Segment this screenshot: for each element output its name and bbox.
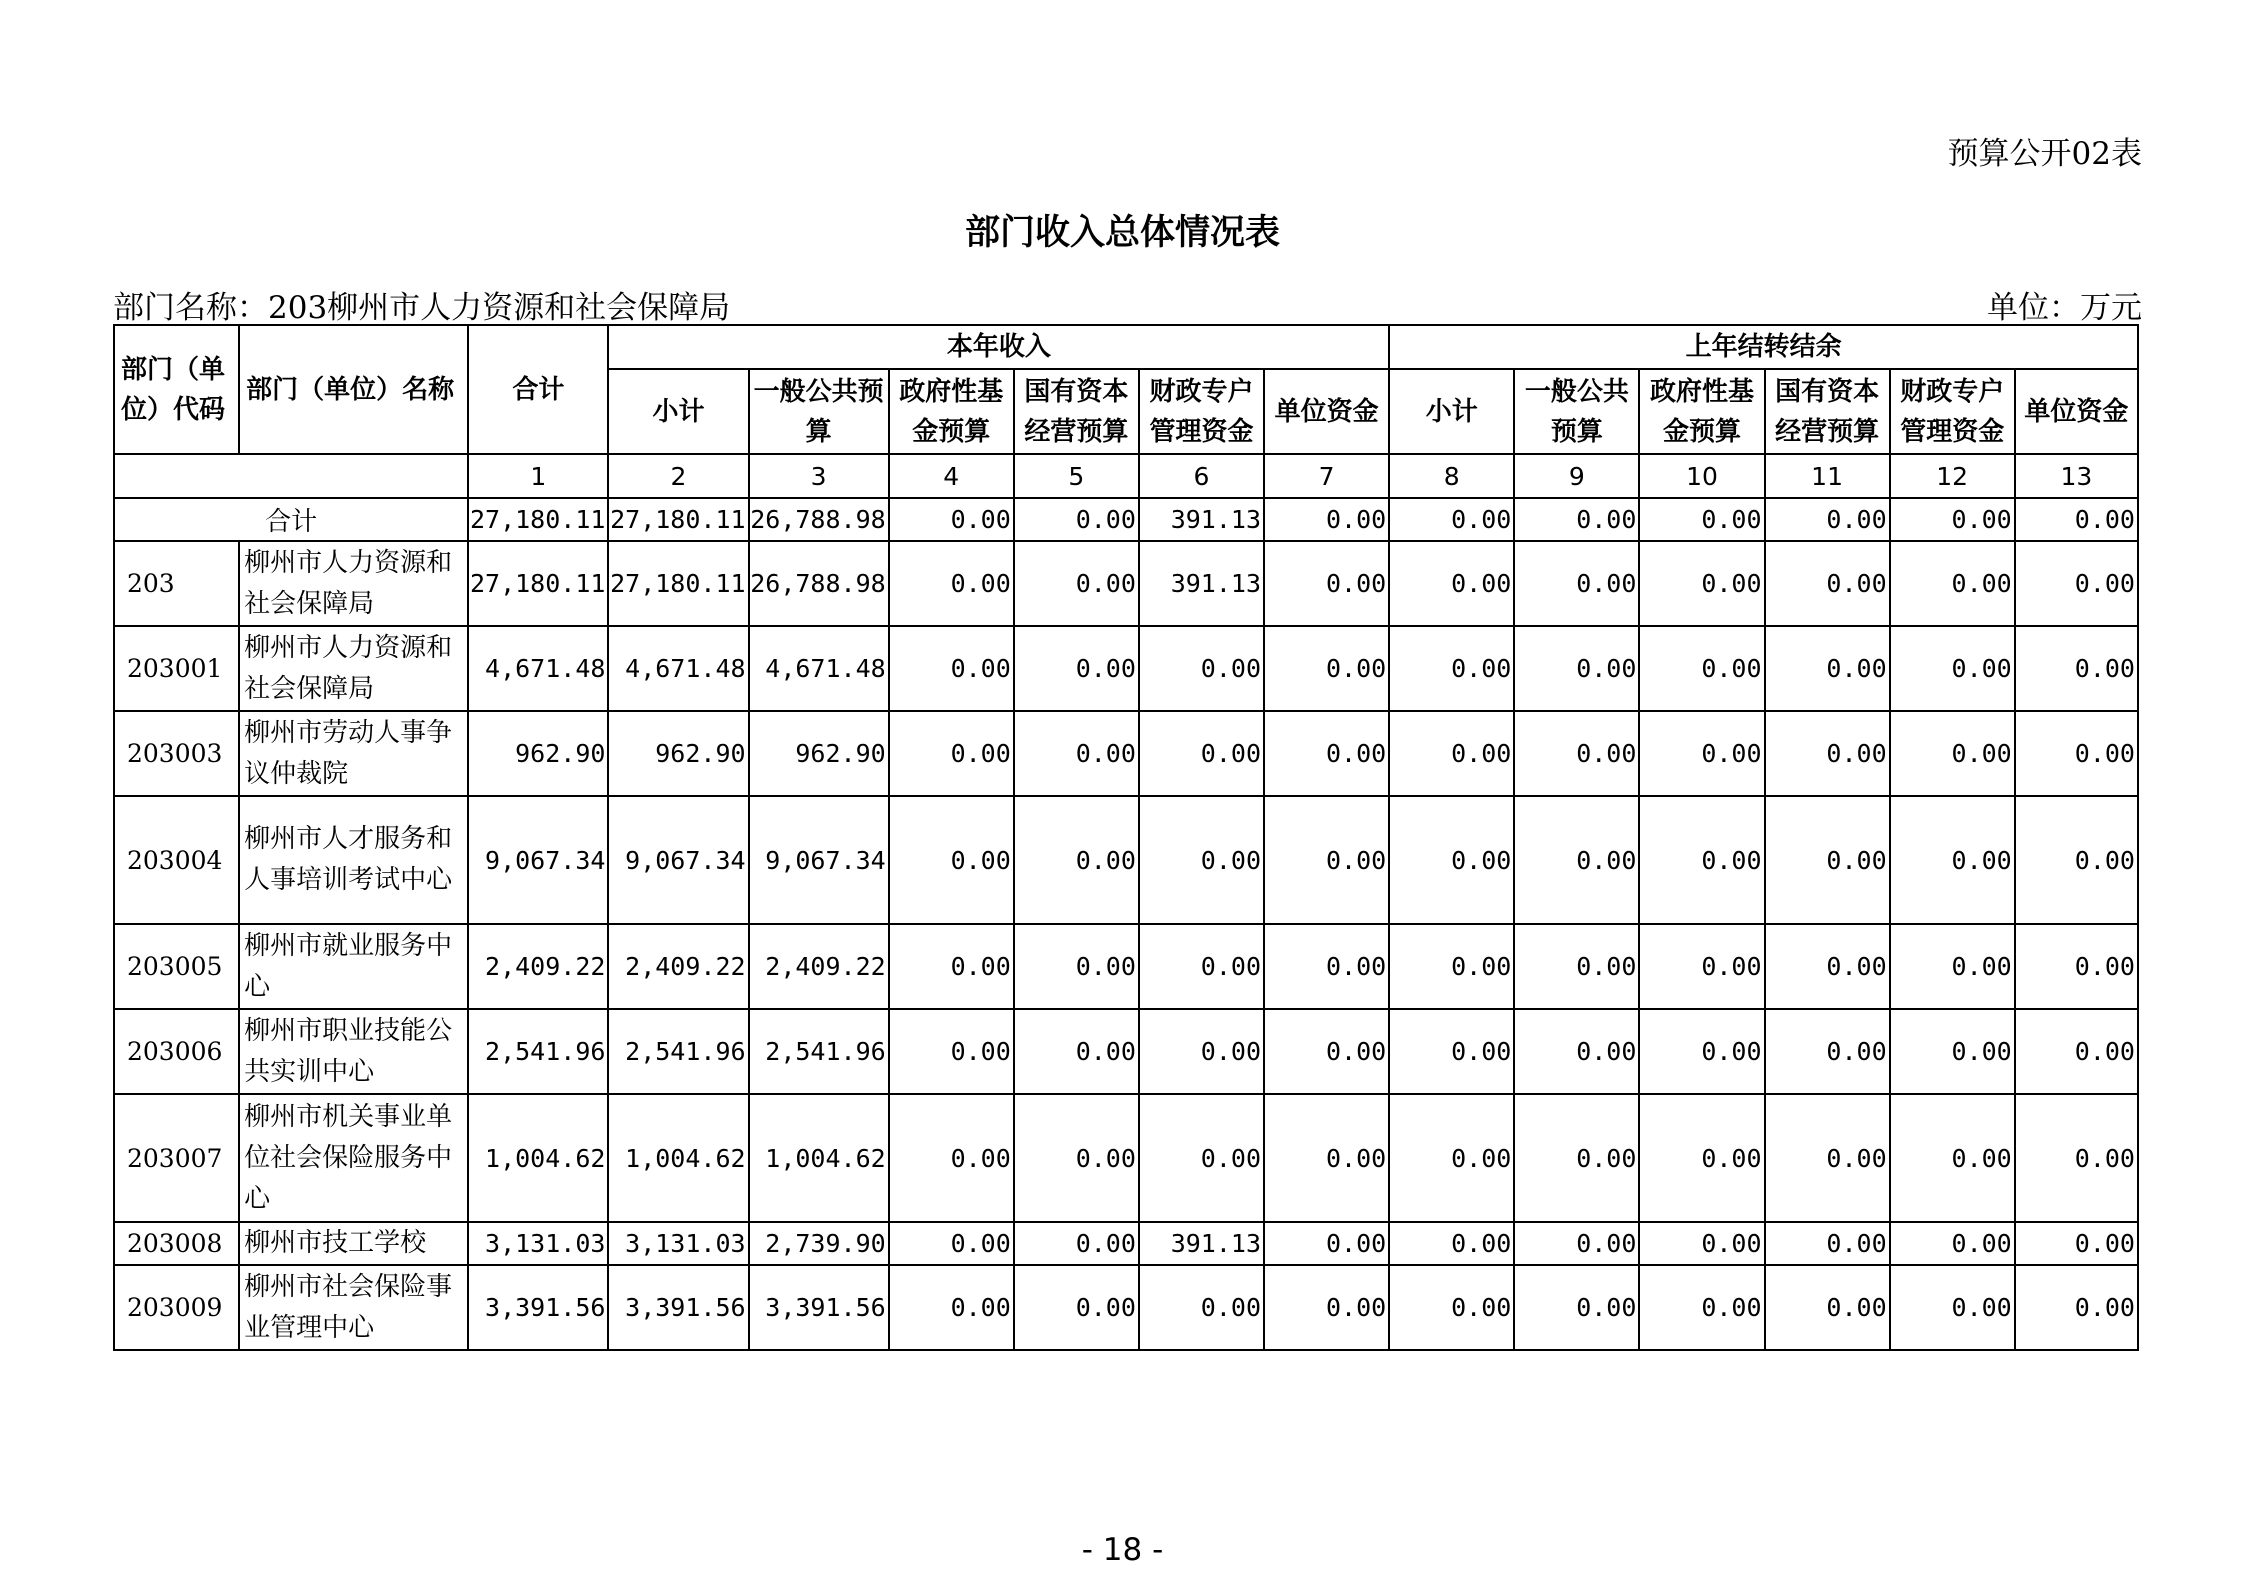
unit-code-cell: 203004 — [114, 796, 239, 924]
unit-name-cell: 柳州市人力资源和社会保障局 — [239, 541, 468, 626]
total-value-cell: 0.00 — [1639, 498, 1764, 541]
value-cell: 0.00 — [1139, 796, 1264, 924]
value-cell: 0.00 — [1890, 711, 2015, 796]
unit-label: 单位：万元 — [1987, 290, 2142, 326]
value-cell: 0.00 — [1765, 796, 1890, 924]
value-cell: 0.00 — [2015, 796, 2138, 924]
unit-code-cell: 203007 — [114, 1094, 239, 1222]
table-row — [114, 924, 2138, 1009]
value-cell: 0.00 — [2015, 1222, 2138, 1265]
unit-code-cell: 203001 — [114, 626, 239, 711]
value-cell: 0.00 — [2015, 541, 2138, 626]
value-cell: 0.00 — [1389, 1094, 1514, 1222]
value-cell: 0.00 — [1639, 1094, 1764, 1222]
table-row — [114, 796, 2138, 924]
unit-name-cell: 柳州市机关事业单位社会保险服务中心 — [239, 1094, 468, 1222]
value-cell: 0.00 — [1890, 1222, 2015, 1265]
total-value-cell: 0.00 — [889, 498, 1014, 541]
value-cell: 0.00 — [1014, 541, 1139, 626]
unit-name-cell: 柳州市职业技能公共实训中心 — [239, 1009, 468, 1094]
value-cell: 0.00 — [1389, 1222, 1514, 1265]
income-table — [113, 324, 2139, 1351]
value-cell: 0.00 — [1514, 796, 1639, 924]
column-number: 3 — [749, 454, 889, 498]
sub-header-cell: 一般公共预算 — [749, 369, 889, 454]
value-cell: 0.00 — [1514, 711, 1639, 796]
unit-name-cell: 柳州市劳动人事争议仲裁院 — [239, 711, 468, 796]
unit-name-cell: 柳州市人力资源和社会保障局 — [239, 626, 468, 711]
value-cell: 0.00 — [1639, 1222, 1764, 1265]
value-cell: 0.00 — [1389, 1009, 1514, 1094]
unit-code-cell: 203006 — [114, 1009, 239, 1094]
value-cell: 1,004.62 — [608, 1094, 748, 1222]
value-cell: 2,409.22 — [608, 924, 748, 1009]
value-cell: 9,067.34 — [468, 796, 608, 924]
total-value-cell: 26,788.98 — [749, 498, 889, 541]
sub-header-cell: 单位资金 — [1264, 369, 1389, 454]
value-cell: 0.00 — [2015, 626, 2138, 711]
value-cell: 0.00 — [2015, 1094, 2138, 1222]
group-header-carryover: 上年结转结余 — [1389, 325, 2138, 369]
value-cell: 0.00 — [1514, 1009, 1639, 1094]
value-cell: 0.00 — [1765, 1222, 1890, 1265]
unit-code-cell: 203008 — [114, 1222, 239, 1265]
value-cell: 0.00 — [1890, 626, 2015, 711]
value-cell: 0.00 — [1639, 796, 1764, 924]
column-number: 1 — [468, 454, 608, 498]
value-cell: 1,004.62 — [468, 1094, 608, 1222]
value-cell: 0.00 — [1014, 1265, 1139, 1350]
total-value-cell: 391.13 — [1139, 498, 1264, 541]
value-cell: 2,409.22 — [468, 924, 608, 1009]
unit-code-cell: 203003 — [114, 711, 239, 796]
value-cell: 0.00 — [2015, 924, 2138, 1009]
value-cell: 2,541.96 — [468, 1009, 608, 1094]
value-cell: 0.00 — [1389, 924, 1514, 1009]
unit-code-cell: 203 — [114, 541, 239, 626]
value-cell: 0.00 — [1264, 1094, 1389, 1222]
value-cell: 0.00 — [1014, 1094, 1139, 1222]
column-number: 9 — [1514, 454, 1639, 498]
value-cell: 0.00 — [1890, 1094, 2015, 1222]
value-cell: 0.00 — [1765, 924, 1890, 1009]
total-value-cell: 0.00 — [1890, 498, 2015, 541]
column-number: 7 — [1264, 454, 1389, 498]
total-value-cell: 0.00 — [1389, 498, 1514, 541]
value-cell: 0.00 — [1765, 1265, 1890, 1350]
value-cell: 0.00 — [1264, 541, 1389, 626]
value-cell: 0.00 — [1765, 1094, 1890, 1222]
value-cell: 0.00 — [1639, 626, 1764, 711]
unit-name-cell: 柳州市社会保险事业管理中心 — [239, 1265, 468, 1350]
column-number-blank — [114, 454, 468, 498]
value-cell: 26,788.98 — [749, 541, 889, 626]
value-cell: 0.00 — [1765, 626, 1890, 711]
unit-name-cell: 柳州市技工学校 — [239, 1222, 468, 1265]
total-value-cell: 0.00 — [1514, 498, 1639, 541]
total-value-cell: 0.00 — [1264, 498, 1389, 541]
page-title: 部门收入总体情况表 — [964, 213, 1280, 253]
table-row — [114, 1222, 2138, 1265]
value-cell: 0.00 — [1765, 711, 1890, 796]
value-cell: 2,541.96 — [608, 1009, 748, 1094]
value-cell: 0.00 — [1264, 796, 1389, 924]
col-header-name: 部门（单位）名称 — [239, 325, 468, 454]
value-cell: 0.00 — [1139, 924, 1264, 1009]
sub-header-cell: 单位资金 — [2015, 369, 2138, 454]
value-cell: 0.00 — [1389, 626, 1514, 711]
sub-header-cell: 国有资本经营预算 — [1014, 369, 1139, 454]
value-cell: 0.00 — [889, 541, 1014, 626]
value-cell: 2,541.96 — [749, 1009, 889, 1094]
value-cell: 0.00 — [1014, 1222, 1139, 1265]
value-cell: 0.00 — [889, 626, 1014, 711]
value-cell: 3,391.56 — [749, 1265, 889, 1350]
value-cell: 0.00 — [2015, 1009, 2138, 1094]
value-cell: 0.00 — [1139, 1265, 1264, 1350]
value-cell: 3,391.56 — [468, 1265, 608, 1350]
value-cell: 0.00 — [1639, 541, 1764, 626]
department-name: 部门名称：203柳州市人力资源和社会保障局 — [113, 290, 731, 326]
total-label: 合计 — [114, 498, 468, 541]
value-cell: 2,409.22 — [749, 924, 889, 1009]
value-cell: 4,671.48 — [608, 626, 748, 711]
sub-header-cell: 小计 — [608, 369, 748, 454]
value-cell: 0.00 — [1139, 1094, 1264, 1222]
value-cell: 0.00 — [889, 1265, 1014, 1350]
value-cell: 0.00 — [1514, 1222, 1639, 1265]
value-cell: 0.00 — [889, 1094, 1014, 1222]
sub-header-cell: 政府性基金预算 — [889, 369, 1014, 454]
unit-name-cell: 柳州市人才服务和人事培训考试中心 — [239, 796, 468, 924]
value-cell: 0.00 — [1014, 711, 1139, 796]
value-cell: 0.00 — [1389, 1265, 1514, 1350]
value-cell: 0.00 — [1014, 1009, 1139, 1094]
value-cell: 0.00 — [889, 711, 1014, 796]
value-cell: 391.13 — [1139, 541, 1264, 626]
column-number-row — [114, 454, 2138, 498]
value-cell: 0.00 — [1890, 924, 2015, 1009]
value-cell: 0.00 — [1639, 711, 1764, 796]
value-cell: 0.00 — [1514, 541, 1639, 626]
value-cell: 3,131.03 — [608, 1222, 748, 1265]
value-cell: 0.00 — [1514, 1094, 1639, 1222]
column-number: 12 — [1890, 454, 2015, 498]
sub-header-cell: 一般公共预算 — [1514, 369, 1639, 454]
unit-code-cell: 203005 — [114, 924, 239, 1009]
value-cell: 0.00 — [1639, 924, 1764, 1009]
unit-name-cell: 柳州市就业服务中心 — [239, 924, 468, 1009]
unit-code-cell: 203009 — [114, 1265, 239, 1350]
total-value-cell: 0.00 — [1014, 498, 1139, 541]
sub-header-cell: 财政专户管理资金 — [1139, 369, 1264, 454]
value-cell: 0.00 — [1264, 626, 1389, 711]
value-cell: 0.00 — [1264, 711, 1389, 796]
value-cell: 0.00 — [1639, 1265, 1764, 1350]
table-row — [114, 1009, 2138, 1094]
value-cell: 0.00 — [1890, 1009, 2015, 1094]
value-cell: 2,739.90 — [749, 1222, 889, 1265]
value-cell: 0.00 — [1139, 1009, 1264, 1094]
value-cell: 0.00 — [889, 1222, 1014, 1265]
value-cell: 0.00 — [1514, 626, 1639, 711]
value-cell: 27,180.11 — [468, 541, 608, 626]
value-cell: 0.00 — [1514, 924, 1639, 1009]
value-cell: 0.00 — [889, 1009, 1014, 1094]
column-number: 8 — [1389, 454, 1514, 498]
value-cell: 0.00 — [1014, 626, 1139, 711]
value-cell: 0.00 — [1765, 541, 1890, 626]
value-cell: 3,131.03 — [468, 1222, 608, 1265]
value-cell: 962.90 — [749, 711, 889, 796]
value-cell: 0.00 — [1014, 924, 1139, 1009]
value-cell: 4,671.48 — [749, 626, 889, 711]
sub-header-cell: 国有资本经营预算 — [1765, 369, 1890, 454]
column-number: 11 — [1765, 454, 1890, 498]
table-row — [114, 626, 2138, 711]
total-value-cell: 0.00 — [2015, 498, 2138, 541]
value-cell: 0.00 — [1139, 711, 1264, 796]
total-row — [114, 498, 2138, 541]
value-cell: 3,391.56 — [608, 1265, 748, 1350]
total-value-cell: 27,180.11 — [608, 498, 748, 541]
value-cell: 0.00 — [889, 796, 1014, 924]
col-header-total: 合计 — [468, 325, 608, 454]
value-cell: 0.00 — [1890, 796, 2015, 924]
sub-header-cell: 政府性基金预算 — [1639, 369, 1764, 454]
column-number: 5 — [1014, 454, 1139, 498]
column-number: 13 — [2015, 454, 2138, 498]
column-number: 2 — [608, 454, 748, 498]
column-number: 10 — [1639, 454, 1764, 498]
table-row — [114, 1265, 2138, 1350]
value-cell: 0.00 — [1139, 626, 1264, 711]
col-header-code: 部门（单位）代码 — [114, 325, 239, 454]
table-row — [114, 541, 2138, 626]
table-number: 预算公开02表 — [1947, 136, 2142, 172]
sub-header-cell: 财政专户管理资金 — [1890, 369, 2015, 454]
value-cell: 0.00 — [889, 924, 1014, 1009]
value-cell: 0.00 — [1639, 1009, 1764, 1094]
value-cell: 0.00 — [1389, 711, 1514, 796]
column-number: 6 — [1139, 454, 1264, 498]
value-cell: 0.00 — [1514, 1265, 1639, 1350]
value-cell: 0.00 — [1890, 1265, 2015, 1350]
value-cell: 962.90 — [468, 711, 608, 796]
value-cell: 9,067.34 — [608, 796, 748, 924]
page-number: - 18 - — [1081, 1532, 1164, 1568]
total-value-cell: 27,180.11 — [468, 498, 608, 541]
total-value-cell: 0.00 — [1765, 498, 1890, 541]
column-number: 4 — [889, 454, 1014, 498]
value-cell: 0.00 — [2015, 1265, 2138, 1350]
table-row — [114, 711, 2138, 796]
value-cell: 962.90 — [608, 711, 748, 796]
value-cell: 0.00 — [1890, 541, 2015, 626]
value-cell: 1,004.62 — [749, 1094, 889, 1222]
value-cell: 9,067.34 — [749, 796, 889, 924]
value-cell: 0.00 — [2015, 711, 2138, 796]
group-header-current-year: 本年收入 — [608, 325, 1389, 369]
value-cell: 0.00 — [1264, 1222, 1389, 1265]
value-cell: 0.00 — [1014, 796, 1139, 924]
value-cell: 0.00 — [1264, 1009, 1389, 1094]
value-cell: 0.00 — [1264, 924, 1389, 1009]
value-cell: 0.00 — [1389, 796, 1514, 924]
value-cell: 391.13 — [1139, 1222, 1264, 1265]
value-cell: 0.00 — [1389, 541, 1514, 626]
value-cell: 27,180.11 — [608, 541, 748, 626]
table-row — [114, 1094, 2138, 1222]
value-cell: 0.00 — [1765, 1009, 1890, 1094]
value-cell: 0.00 — [1264, 1265, 1389, 1350]
sub-header-cell: 小计 — [1389, 369, 1514, 454]
value-cell: 4,671.48 — [468, 626, 608, 711]
